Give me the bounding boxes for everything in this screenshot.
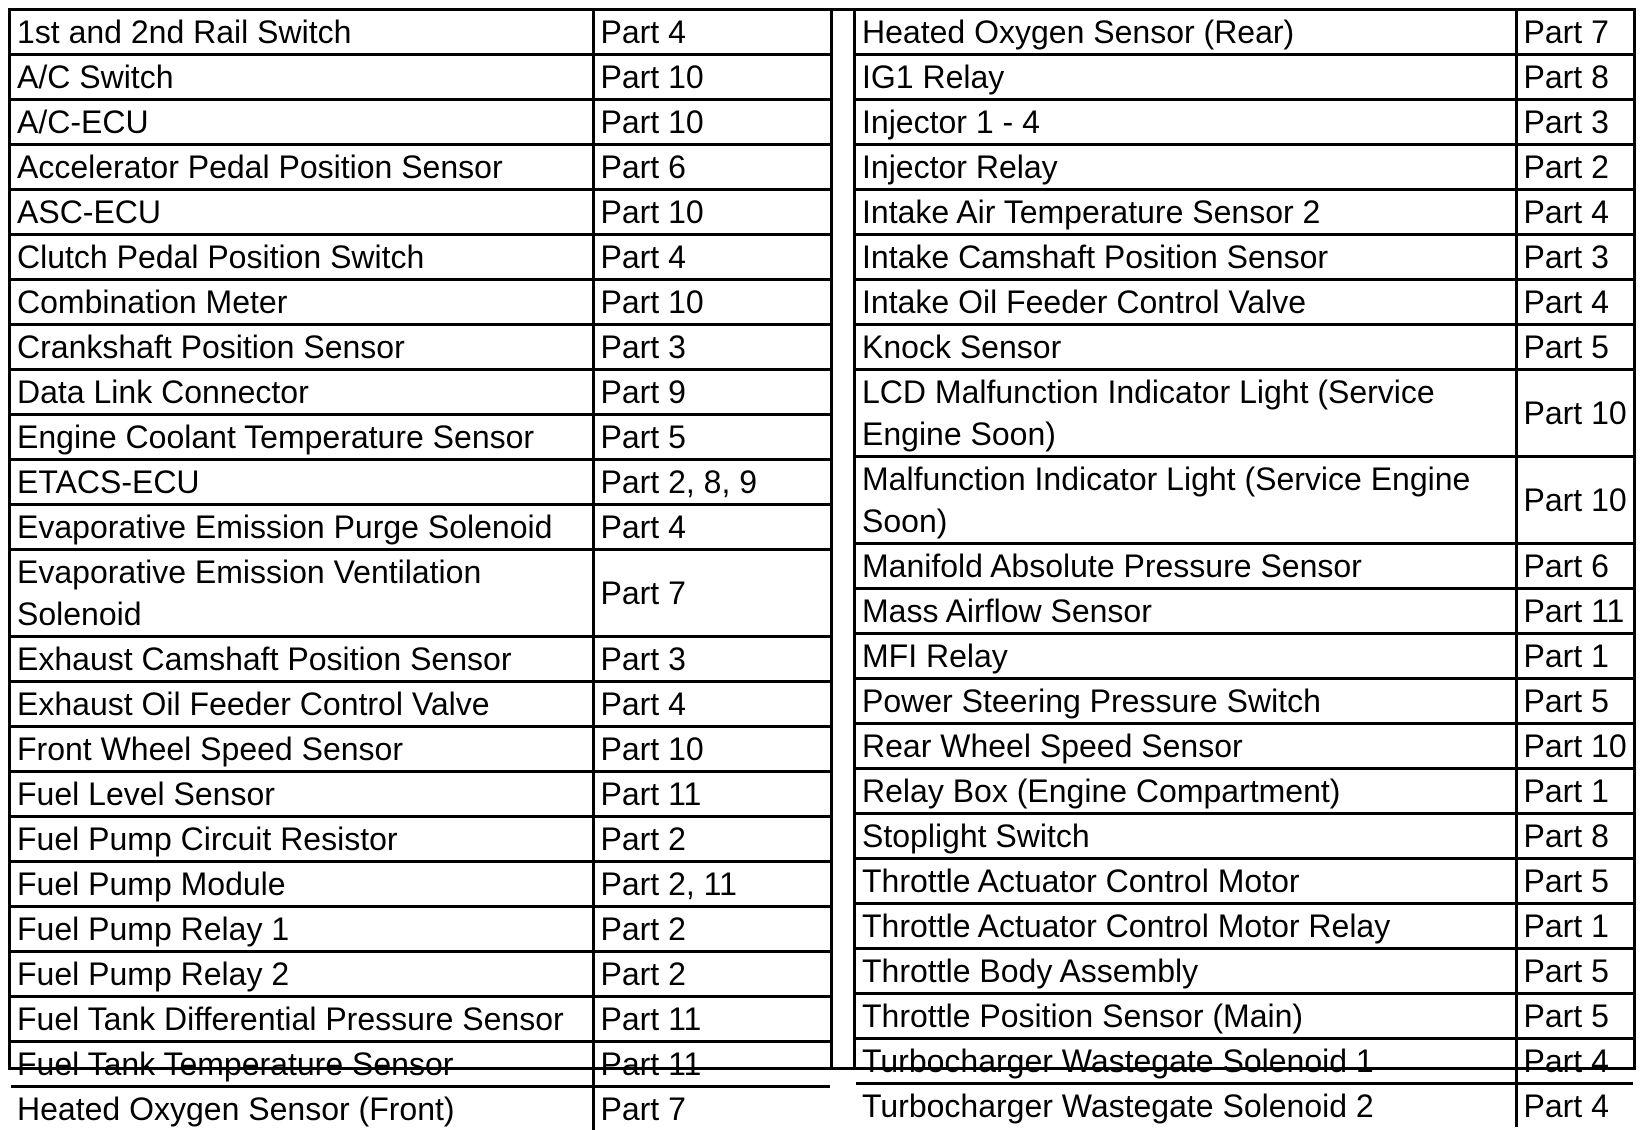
- component-name: Heated Oxygen Sensor (Front): [11, 1087, 593, 1130]
- part-ref: Part 1: [1516, 769, 1633, 814]
- component-name: Fuel Level Sensor: [11, 772, 593, 817]
- component-name: Injector Relay: [856, 145, 1516, 190]
- component-name: Exhaust Camshaft Position Sensor: [11, 637, 593, 682]
- right-index-table: [856, 11, 1633, 1127]
- table-row: [11, 637, 830, 682]
- part-ref: Part 2: [1516, 145, 1633, 190]
- part-ref: Part 4: [593, 682, 830, 727]
- table-row: [11, 235, 830, 280]
- part-ref: Part 9: [593, 370, 830, 415]
- part-ref: Part 5: [1516, 679, 1633, 724]
- part-ref: Part 4: [593, 11, 830, 55]
- component-name: Combination Meter: [11, 280, 593, 325]
- part-ref: Part 2: [593, 952, 830, 997]
- table-row: [11, 280, 830, 325]
- part-ref: Part 4: [593, 235, 830, 280]
- table-row: [856, 100, 1633, 145]
- part-ref: Part 4: [1516, 190, 1633, 235]
- component-name: Intake Oil Feeder Control Valve: [856, 280, 1516, 325]
- table-row: [11, 550, 830, 637]
- part-ref: Part 10: [593, 280, 830, 325]
- component-name: Mass Airflow Sensor: [856, 589, 1516, 634]
- component-name: Fuel Pump Circuit Resistor: [11, 817, 593, 862]
- column-divider: [830, 11, 856, 1067]
- part-ref: Part 4: [1516, 280, 1633, 325]
- component-name: Knock Sensor: [856, 325, 1516, 370]
- table-row: [11, 1087, 830, 1130]
- component-name: Throttle Body Assembly: [856, 949, 1516, 994]
- part-ref: Part 8: [1516, 55, 1633, 100]
- table-row: [856, 814, 1633, 859]
- table-row: [856, 589, 1633, 634]
- component-name: ASC-ECU: [11, 190, 593, 235]
- part-ref: Part 10: [1516, 370, 1633, 457]
- table-row: [11, 505, 830, 550]
- table-row: [856, 859, 1633, 904]
- part-ref: Part 3: [1516, 100, 1633, 145]
- table-row: [856, 1084, 1633, 1128]
- component-index-sheet: [8, 8, 1636, 1070]
- component-name: Injector 1 - 4: [856, 100, 1516, 145]
- part-ref: Part 5: [1516, 859, 1633, 904]
- part-ref: Part 10: [593, 727, 830, 772]
- component-name: Turbocharger Wastegate Solenoid 2: [856, 1084, 1516, 1128]
- component-name: Engine Coolant Temperature Sensor: [11, 415, 593, 460]
- part-ref: Part 2, 11: [593, 862, 830, 907]
- part-ref: Part 7: [593, 1087, 830, 1130]
- part-ref: Part 2: [593, 907, 830, 952]
- table-row: [856, 190, 1633, 235]
- table-row: [11, 997, 830, 1042]
- component-name: Relay Box (Engine Compartment): [856, 769, 1516, 814]
- table-row: [11, 325, 830, 370]
- component-name: Exhaust Oil Feeder Control Valve: [11, 682, 593, 727]
- component-name: A/C Switch: [11, 55, 593, 100]
- part-ref: Part 3: [1516, 235, 1633, 280]
- part-ref: Part 5: [593, 415, 830, 460]
- table-row: [856, 1039, 1633, 1084]
- table-row: [856, 904, 1633, 949]
- table-row: [856, 370, 1633, 457]
- table-row: [856, 949, 1633, 994]
- part-ref: Part 5: [1516, 994, 1633, 1039]
- part-ref: Part 5: [1516, 325, 1633, 370]
- table-row: [856, 994, 1633, 1039]
- component-name: Evaporative Emission Purge Solenoid: [11, 505, 593, 550]
- table-row: [11, 907, 830, 952]
- component-name: Evaporative Emission Ventilation Solenoid: [11, 550, 593, 637]
- component-name: Fuel Tank Temperature Sensor: [11, 1042, 593, 1087]
- component-name: Fuel Pump Relay 1: [11, 907, 593, 952]
- table-row: [11, 460, 830, 505]
- component-name: Throttle Actuator Control Motor: [856, 859, 1516, 904]
- component-name: Clutch Pedal Position Switch: [11, 235, 593, 280]
- part-ref: Part 10: [593, 55, 830, 100]
- table-row: [11, 415, 830, 460]
- component-name: Malfunction Indicator Light (Service Engine Soon): [856, 457, 1516, 544]
- table-row: [856, 55, 1633, 100]
- table-row: [11, 727, 830, 772]
- component-name: 1st and 2nd Rail Switch: [11, 11, 593, 55]
- part-ref: Part 6: [593, 145, 830, 190]
- table-row: [856, 634, 1633, 679]
- component-name: Intake Camshaft Position Sensor: [856, 235, 1516, 280]
- part-ref: Part 11: [1516, 589, 1633, 634]
- table-row: [856, 280, 1633, 325]
- table-row: [11, 682, 830, 727]
- table-row: [11, 772, 830, 817]
- part-ref: Part 3: [593, 325, 830, 370]
- table-row: [11, 55, 830, 100]
- part-ref: Part 7: [593, 550, 830, 637]
- table-row: [11, 862, 830, 907]
- table-row: [11, 190, 830, 235]
- table-row: [11, 100, 830, 145]
- left-index-table: [11, 11, 830, 1130]
- component-name: IG1 Relay: [856, 55, 1516, 100]
- table-row: [856, 724, 1633, 769]
- component-name: LCD Malfunction Indicator Light (Service Engine Soon): [856, 370, 1516, 457]
- table-row: [11, 952, 830, 997]
- table-row: [856, 11, 1633, 55]
- part-ref: Part 4: [1516, 1039, 1633, 1084]
- component-name: Stoplight Switch: [856, 814, 1516, 859]
- table-row: [11, 11, 830, 55]
- part-ref: Part 1: [1516, 634, 1633, 679]
- part-ref: Part 8: [1516, 814, 1633, 859]
- part-ref: Part 3: [593, 637, 830, 682]
- part-ref: Part 1: [1516, 904, 1633, 949]
- component-name: Fuel Pump Relay 2: [11, 952, 593, 997]
- table-row: [11, 817, 830, 862]
- component-name: Turbocharger Wastegate Solenoid 1: [856, 1039, 1516, 1084]
- table-row: [856, 325, 1633, 370]
- component-name: Intake Air Temperature Sensor 2: [856, 190, 1516, 235]
- part-ref: Part 2, 8, 9: [593, 460, 830, 505]
- table-row: [856, 769, 1633, 814]
- table-row: [856, 235, 1633, 280]
- component-name: Power Steering Pressure Switch: [856, 679, 1516, 724]
- component-name: Fuel Pump Module: [11, 862, 593, 907]
- part-ref: Part 10: [1516, 724, 1633, 769]
- component-name: Throttle Actuator Control Motor Relay: [856, 904, 1516, 949]
- part-ref: Part 11: [593, 997, 830, 1042]
- part-ref: Part 4: [1516, 1084, 1633, 1128]
- component-name: Accelerator Pedal Position Sensor: [11, 145, 593, 190]
- part-ref: Part 10: [593, 100, 830, 145]
- part-ref: Part 10: [593, 190, 830, 235]
- component-name: MFI Relay: [856, 634, 1516, 679]
- component-name: Heated Oxygen Sensor (Rear): [856, 11, 1516, 55]
- component-name: Rear Wheel Speed Sensor: [856, 724, 1516, 769]
- table-row: [856, 457, 1633, 544]
- part-ref: Part 6: [1516, 544, 1633, 589]
- table-row: [11, 145, 830, 190]
- component-name: A/C-ECU: [11, 100, 593, 145]
- component-name: ETACS-ECU: [11, 460, 593, 505]
- component-name: Data Link Connector: [11, 370, 593, 415]
- table-row: [856, 145, 1633, 190]
- component-name: Fuel Tank Differential Pressure Sensor: [11, 997, 593, 1042]
- part-ref: Part 5: [1516, 949, 1633, 994]
- table-row: [11, 370, 830, 415]
- table-row: [856, 544, 1633, 589]
- component-name: Crankshaft Position Sensor: [11, 325, 593, 370]
- component-name: Throttle Position Sensor (Main): [856, 994, 1516, 1039]
- part-ref: Part 4: [593, 505, 830, 550]
- table-row: [11, 1042, 830, 1087]
- component-name: Manifold Absolute Pressure Sensor: [856, 544, 1516, 589]
- table-row: [856, 679, 1633, 724]
- part-ref: Part 10: [1516, 457, 1633, 544]
- part-ref: Part 2: [593, 817, 830, 862]
- component-name: Front Wheel Speed Sensor: [11, 727, 593, 772]
- part-ref: Part 7: [1516, 11, 1633, 55]
- part-ref: Part 11: [593, 1042, 830, 1087]
- part-ref: Part 11: [593, 772, 830, 817]
